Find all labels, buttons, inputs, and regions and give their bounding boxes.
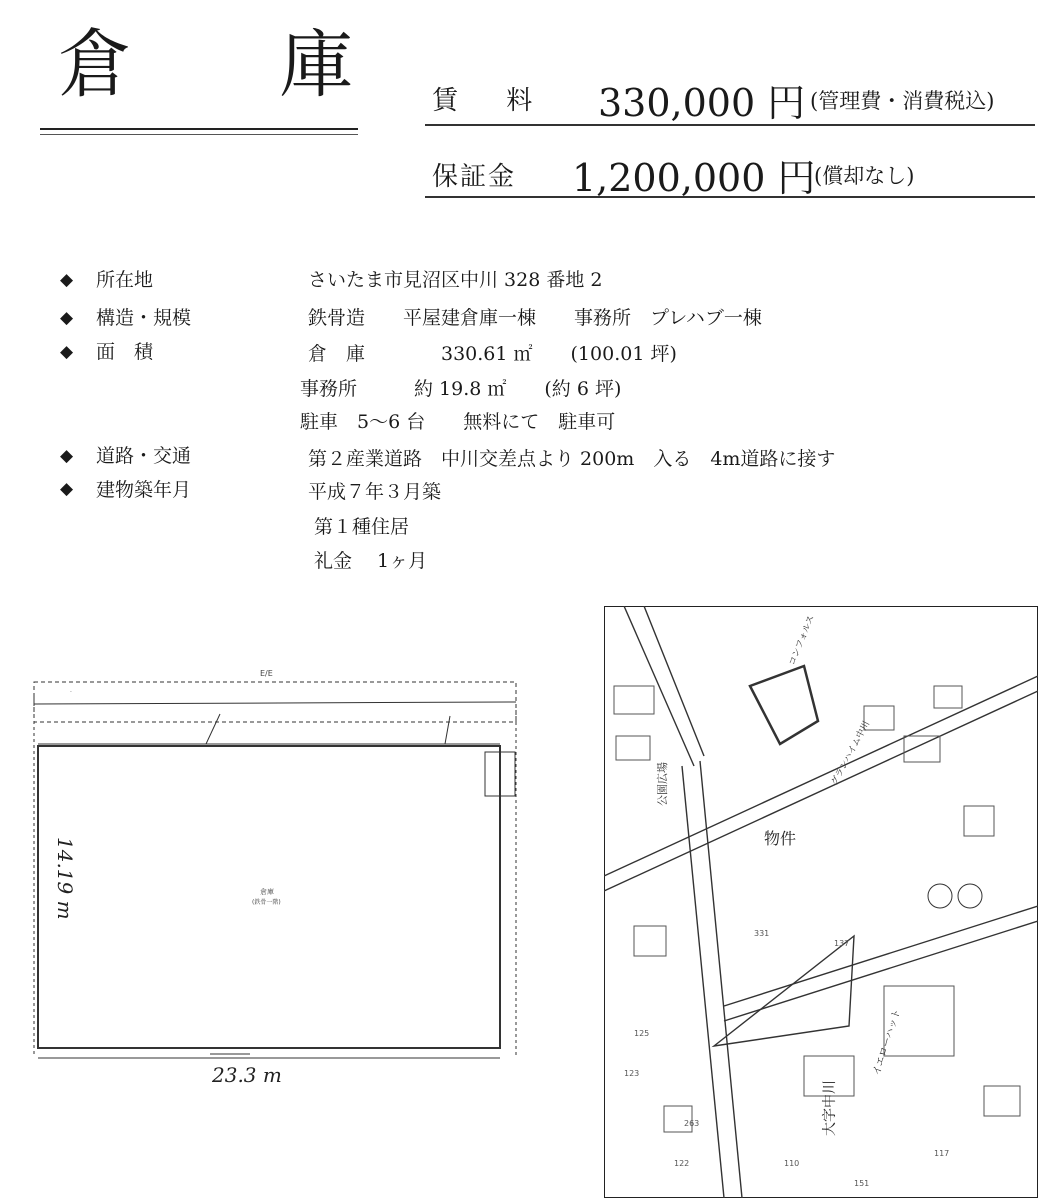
area-warehouse: 倉 庫 330.61 ㎡ (100.01 坪) — [308, 343, 677, 365]
warehouse-outline — [38, 746, 500, 1048]
map-block-no: 117 — [934, 1149, 950, 1158]
map-property-marker: 物件 — [764, 829, 797, 848]
map-building-label: イエローハット — [871, 1007, 904, 1077]
parking-info: 駐車 5～6 台 無料にて 駐車可 — [300, 411, 616, 433]
svg-text:·: · — [70, 689, 72, 696]
area-office: 事務所 約 19.8 ㎡ (約 6 坪) — [300, 378, 622, 400]
map-block-no: 151 — [854, 1179, 870, 1188]
road-label: 道路・交通 — [96, 445, 192, 467]
location-label: 所在地 — [96, 269, 154, 291]
map-block-no: 137 — [834, 939, 850, 948]
map-block-no: 331 — [754, 929, 770, 938]
map-block-no: 123 — [624, 1069, 640, 1078]
map-area-name: 大字中川 — [822, 1080, 838, 1136]
built-value: 平成７年３月築 — [308, 481, 442, 503]
map-block-no: 110 — [784, 1159, 800, 1168]
title-underline — [40, 128, 358, 130]
map-block-no: 263 — [684, 1119, 700, 1128]
plan-height-dimension: 14.19 m — [53, 837, 77, 920]
plan-top-note: E/E — [260, 669, 273, 678]
structure-value: 鉄骨造 平屋建倉庫一棟 事務所 プレハブ一棟 — [308, 307, 762, 329]
map-block-no: 125 — [634, 1029, 650, 1038]
zoning-value: 第１種住居 — [314, 516, 410, 538]
plan-boundary-line — [34, 702, 516, 704]
area-label: 面 積 — [96, 341, 154, 363]
key-money-value: 礼金 1ヶ月 — [314, 550, 428, 572]
diamond-bullet-icon: ◆ — [60, 446, 74, 466]
rent-note: (管理費・消費税込) — [810, 89, 995, 113]
map-annotation: コンフォルス — [787, 613, 817, 668]
map-building-label-2: グランハイム中川 — [829, 719, 873, 788]
road-value: 第２産業道路 中川交差点より 200m 入る 4m道路に接す — [308, 448, 836, 470]
structure-label: 構造・規模 — [96, 307, 192, 329]
deposit-label: 保証金 — [432, 162, 517, 192]
location-value: さいたま市見沼区中川 328 番地 2 — [308, 269, 603, 291]
page-title: 倉 庫 — [58, 22, 416, 108]
plan-width-dimension: 23.3 m — [212, 1063, 282, 1087]
deposit-note: (償却なし) — [814, 164, 915, 188]
diamond-bullet-icon: ◆ — [60, 308, 74, 328]
rent-label: 賃 料 — [432, 86, 553, 116]
map-park-label: 公園広場 — [656, 762, 669, 806]
title-underline-thin — [40, 134, 358, 135]
diamond-bullet-icon: ◆ — [60, 270, 74, 290]
rent-value: 330,000 円 — [598, 81, 806, 125]
deposit-divider — [425, 196, 1035, 198]
location-map — [604, 606, 1038, 1198]
plan-room-sub: (鉄骨一階) — [252, 899, 281, 906]
deposit-value: 1,200,000 円 — [572, 156, 816, 200]
rent-divider — [425, 124, 1035, 126]
diamond-bullet-icon: ◆ — [60, 342, 74, 362]
plan-room-label: 倉庫 — [260, 888, 274, 896]
map-block-no: 122 — [674, 1159, 690, 1168]
built-label: 建物築年月 — [96, 479, 192, 501]
diamond-bullet-icon: ◆ — [60, 479, 74, 499]
floor-plan — [30, 662, 542, 1127]
